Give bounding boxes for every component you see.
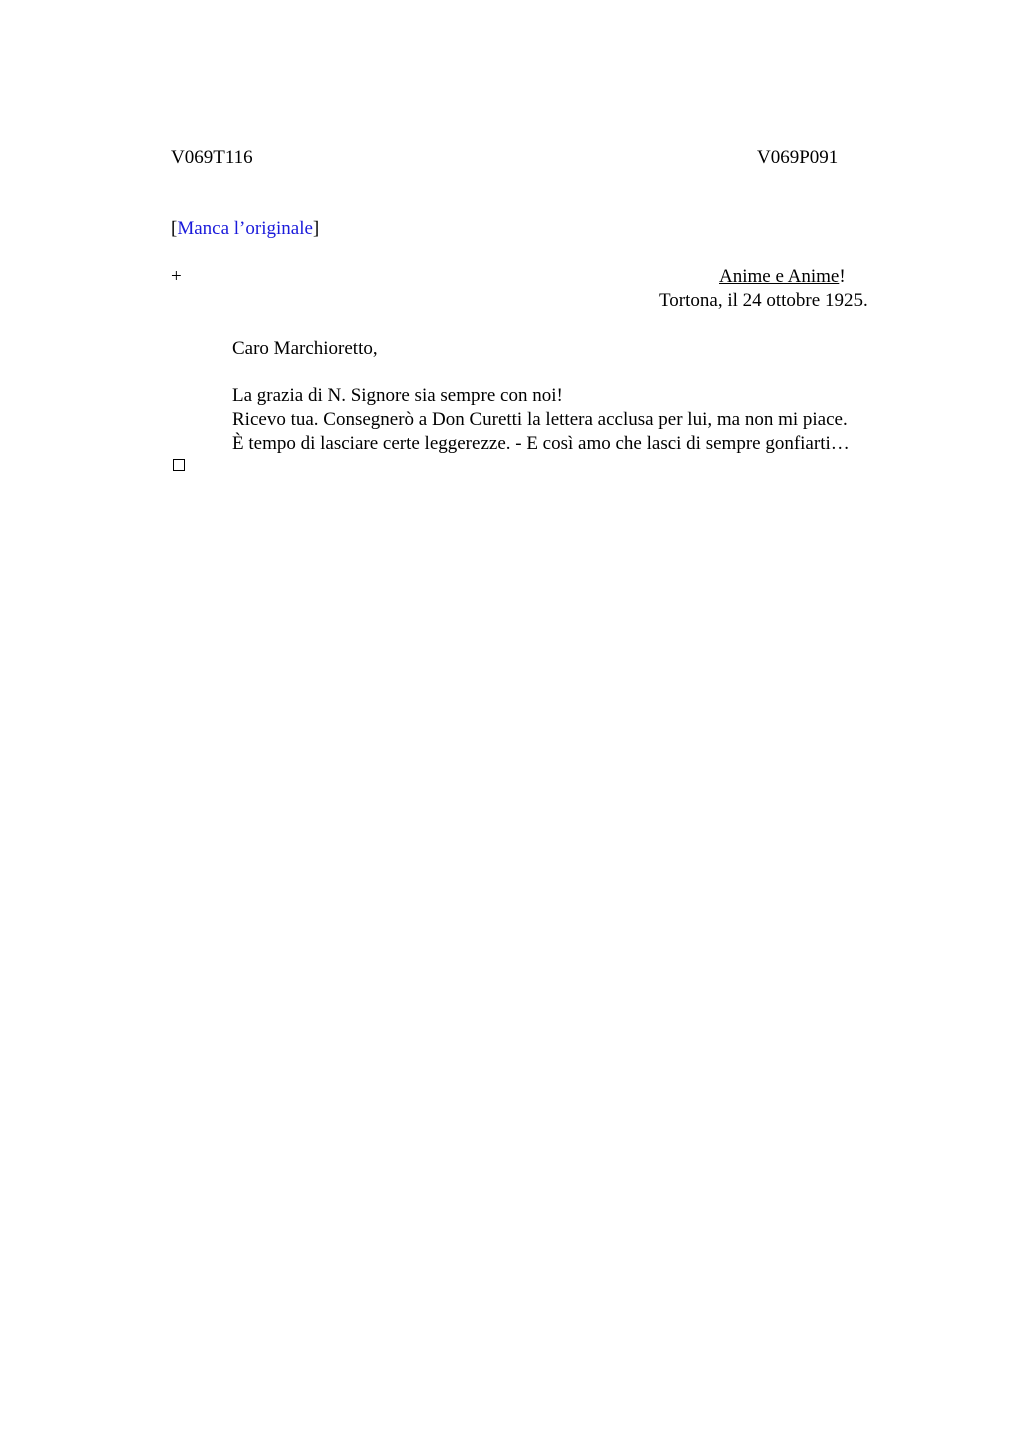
body-line: Ricevo tua. Consegnerò a Don Curetti la lettera acclusa per lui, ma non mi piace.	[232, 409, 848, 430]
cross-symbol: +	[171, 266, 182, 287]
letter-date: Tortona, il 24 ottobre 1925.	[659, 290, 868, 311]
original-missing-note	[171, 217, 319, 241]
motto-underlined-text: Anime e Anime	[719, 266, 840, 287]
motto-suffix: !	[839, 266, 846, 287]
document-code-left: V069T116	[171, 147, 253, 168]
letter-motto	[719, 265, 846, 289]
body-line: È tempo di lasciare certe leggerezze. - E così amo che lasci di sempre gonfiarti…	[232, 433, 850, 454]
empty-square-icon	[173, 459, 185, 471]
note-close-bracket: ]	[312, 218, 320, 239]
body-line: La grazia di N. Signore sia sempre con noi!	[232, 385, 563, 406]
letter-body	[232, 384, 850, 456]
letter-salutation: Caro Marchioretto,	[232, 338, 378, 359]
note-link-text[interactable]: Manca l’originale	[177, 218, 313, 239]
document-code-right: V069P091	[757, 147, 839, 168]
note-open-bracket: [	[171, 218, 178, 239]
